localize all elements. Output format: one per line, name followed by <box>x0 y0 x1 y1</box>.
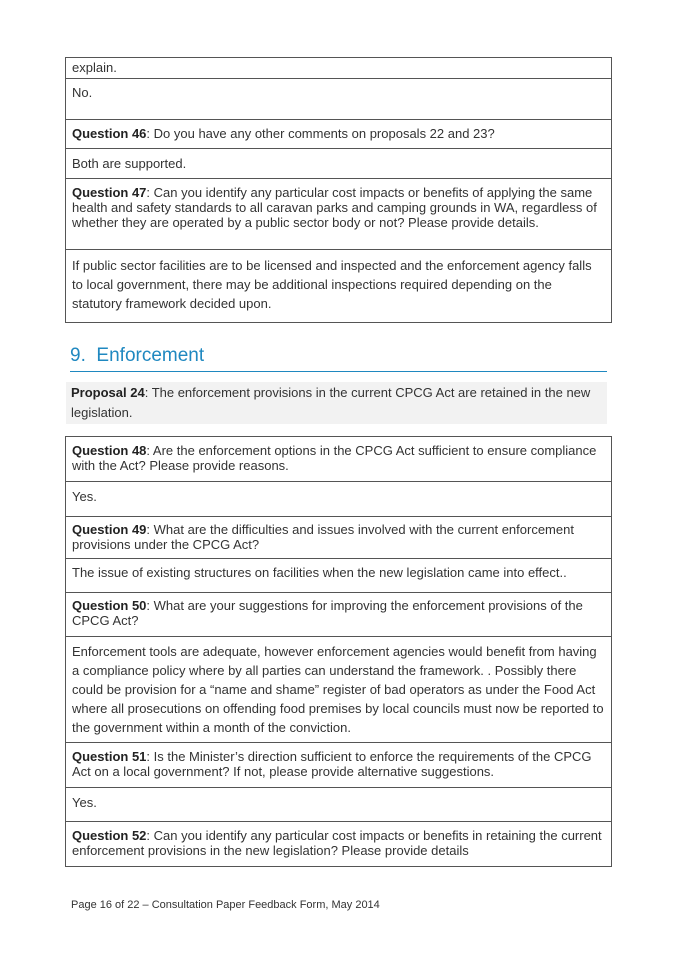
question-cell <box>66 743 612 788</box>
answer-text: Enforcement tools are adequate, however enforcement agencies would benefit from having a compliance policy where by all parties can understand the framework. . Possibly there could be provision for a “name and shame” register of bad operators as under the Food Act where all prosecutions on offending food premises by local councils must now be reported to the government within a month of the conviction. <box>72 644 604 735</box>
answer-cell <box>66 58 612 79</box>
question-label: Question 51 <box>72 749 147 764</box>
question-text: : Do you have any other comments on proposals 22 and 23? <box>146 126 495 141</box>
section-number: 9. <box>70 345 86 366</box>
proposal-box <box>66 382 607 424</box>
question-text: : Are the enforcement options in the CPCG Act sufficient to ensure compliance with the Act? Please provide reasons. <box>72 443 597 473</box>
question-text: : Can you identify any particular cost impacts or benefits of applying the same health and safety standards to all caravan parks and camping grounds in WA, regardless of whether they are operated by a public sector body or not? Please provide details. <box>72 185 597 230</box>
question-text: : What are the difficulties and issues involved with the current enforcement provisions under the CPCG Act? <box>72 522 574 552</box>
question-text: : Is the Minister’s direction sufficient to enforce the requirements of the CPCG Act on a local government? If not, please provide alternative suggestions. <box>72 749 592 779</box>
question-label: Question 46 <box>72 126 147 141</box>
question-cell <box>66 822 612 867</box>
answer-cell <box>66 250 612 323</box>
question-text: : What are your suggestions for improving the enforcement provisions of the CPCG Act? <box>72 598 583 628</box>
answer-text: If public sector facilities are to be licensed and inspected and the enforcement agency falls to local government, there may be additional inspections required depending on the statutory framework decided upon. <box>72 258 592 311</box>
answer-text: Both are supported. <box>72 156 187 171</box>
question-label: Question 50 <box>72 598 147 613</box>
question-label: Question 52 <box>72 828 147 843</box>
section-heading <box>70 345 607 372</box>
question-cell <box>66 517 612 559</box>
answer-cell <box>66 637 612 743</box>
answer-cell <box>66 149 612 179</box>
answer-cell <box>66 482 612 517</box>
proposal-label: Proposal 24 <box>71 385 145 400</box>
proposal-text: : The enforcement provisions in the current CPCG Act are retained in the new legislation. <box>71 385 591 420</box>
answer-cell <box>66 788 612 822</box>
page-footer: Page 16 of 22 – Consultation Paper Feedback Form, May 2014 <box>71 899 380 911</box>
question-cell <box>66 593 612 637</box>
answer-text: No. <box>72 85 93 100</box>
feedback-table-1 <box>65 57 612 323</box>
question-text: : Can you identify any particular cost impacts or benefits in retaining the current enforcement provisions in the new legislation? Please provide details <box>72 828 602 858</box>
answer-text: Yes. <box>72 489 97 504</box>
question-label: Question 48 <box>72 443 147 458</box>
question-label: Question 47 <box>72 185 147 200</box>
answer-text: explain. <box>72 60 117 75</box>
answer-cell <box>66 79 612 120</box>
answer-cell <box>66 559 612 593</box>
question-label: Question 49 <box>72 522 147 537</box>
answer-text: The issue of existing structures on facilities when the new legislation came into effect.. <box>72 565 567 580</box>
question-cell <box>66 437 612 482</box>
answer-text: Yes. <box>72 795 97 810</box>
section-title: Enforcement <box>96 345 205 366</box>
question-cell <box>66 179 612 250</box>
feedback-table-2 <box>65 436 612 867</box>
question-cell <box>66 120 612 149</box>
